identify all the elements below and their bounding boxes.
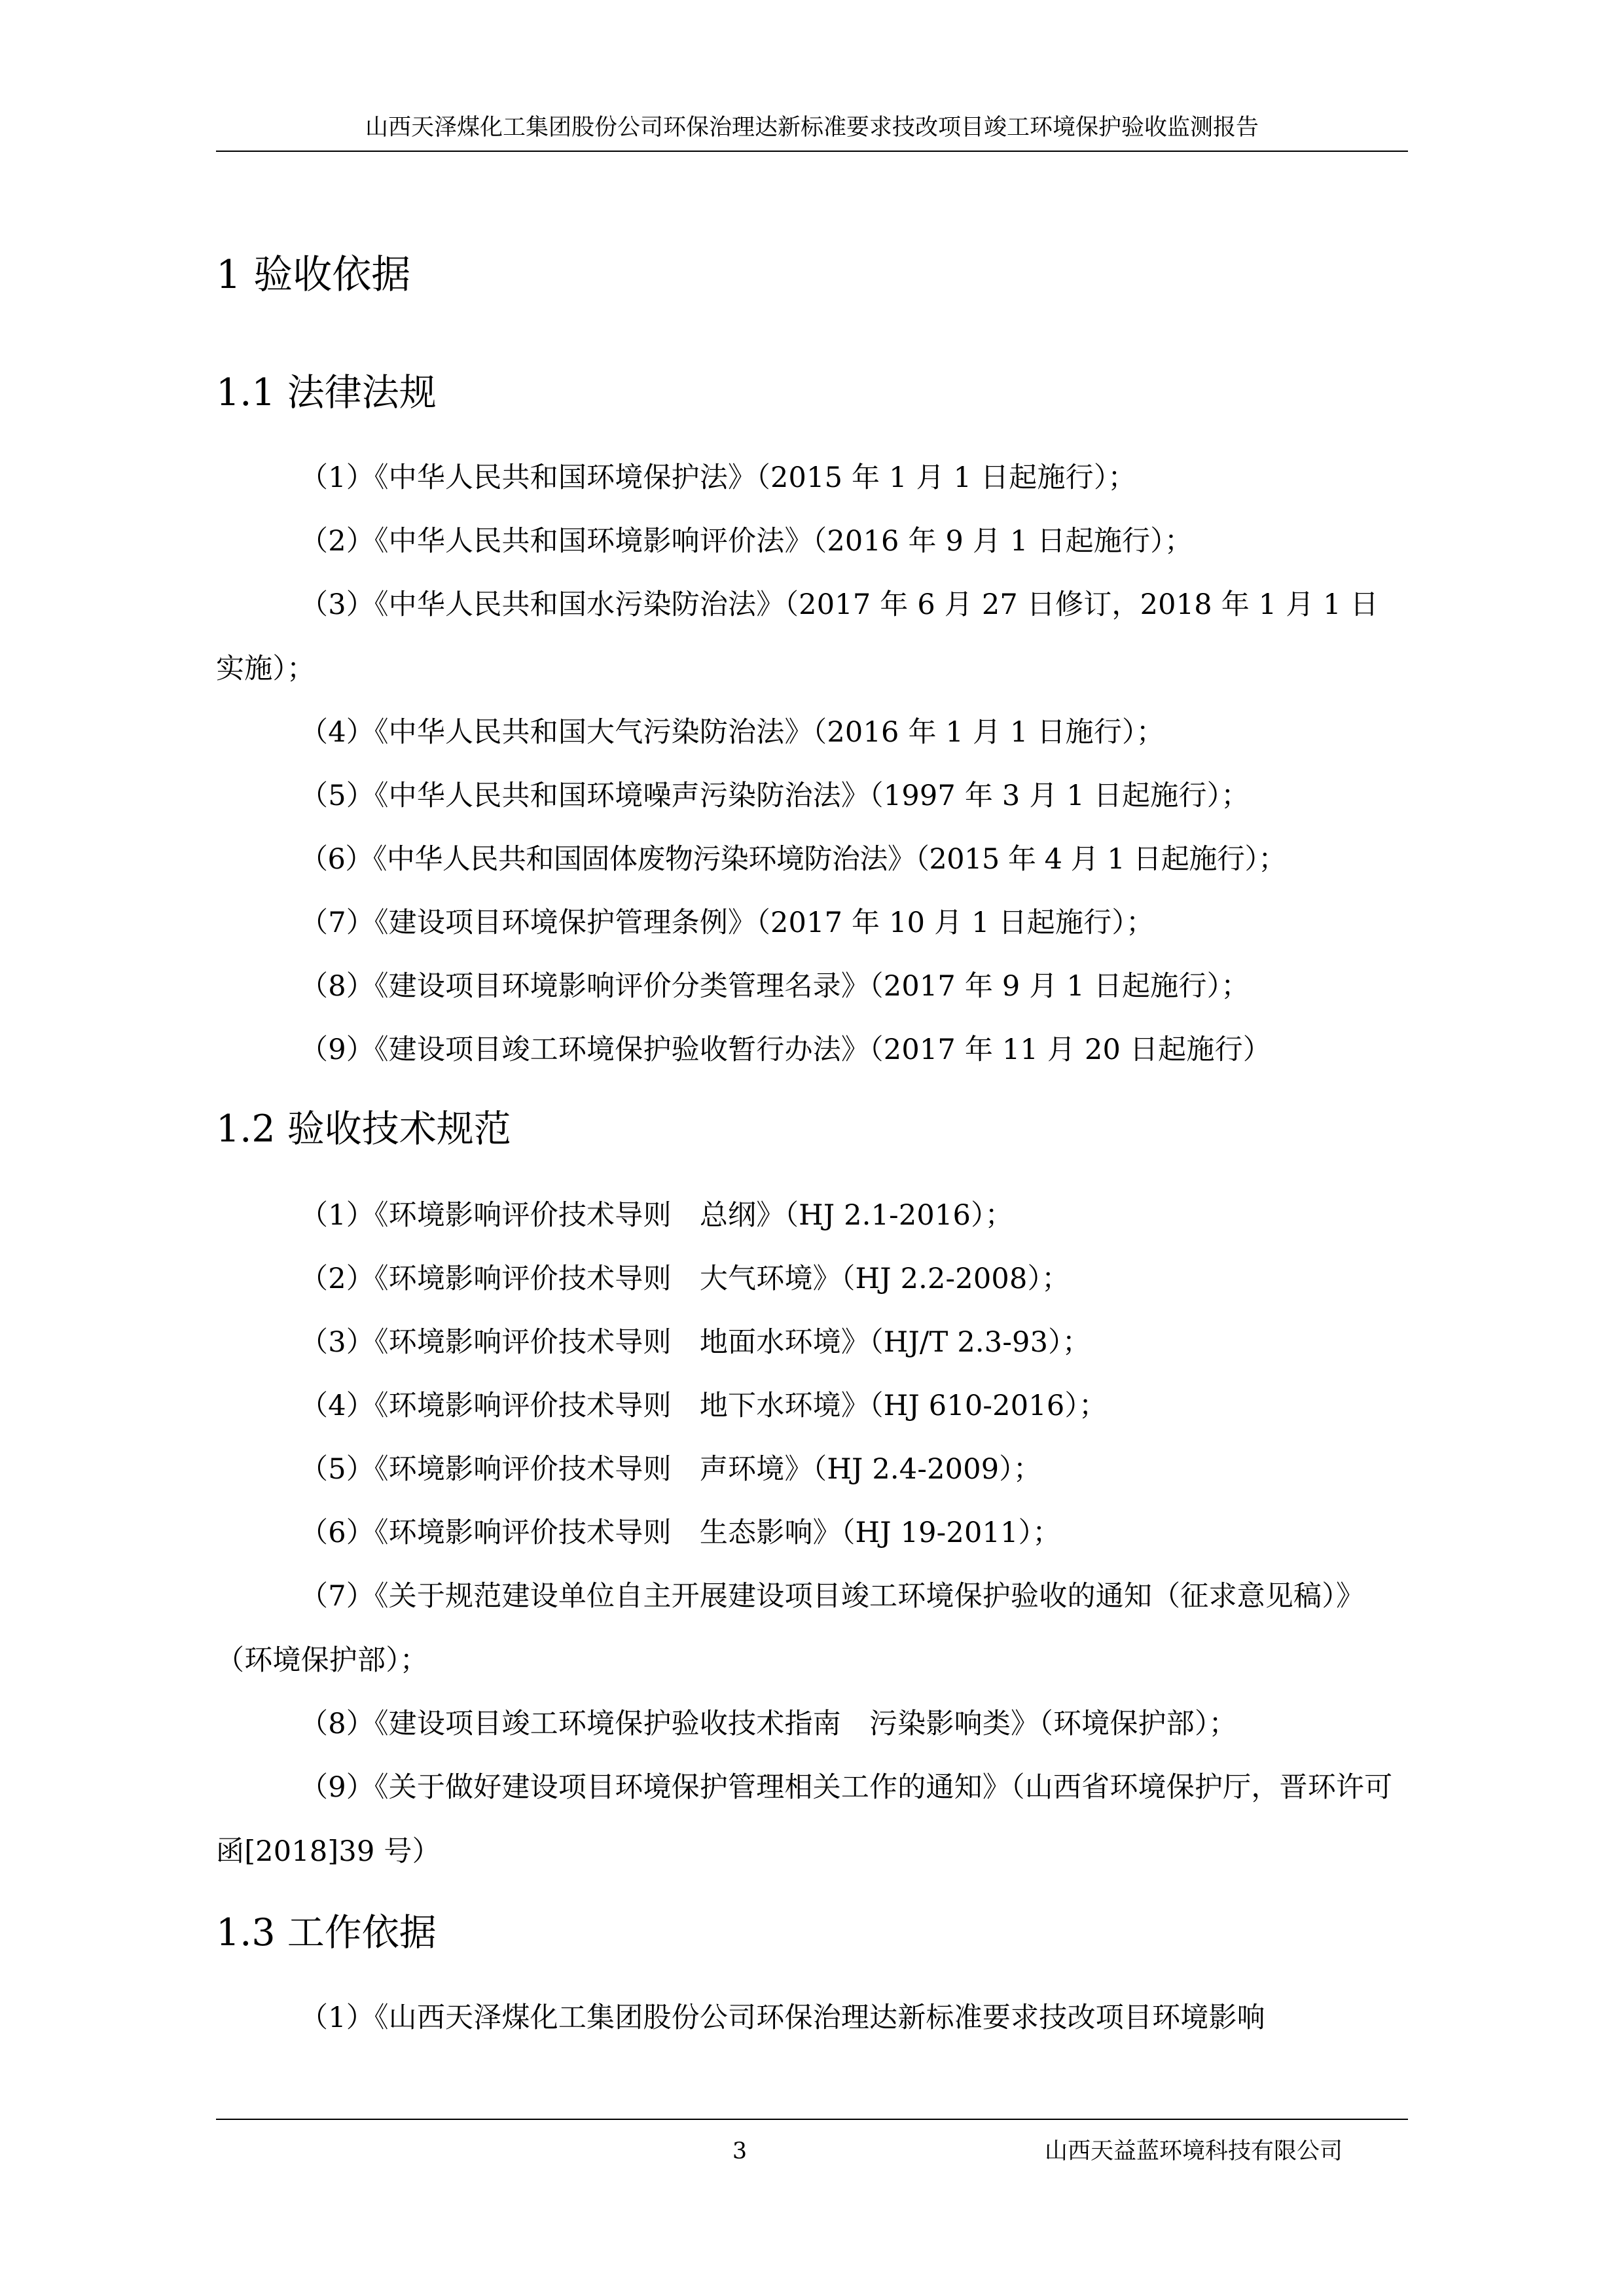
list-item: （6）《中华人民共和国固体废物污染环境防治法》（2015 年 4 月 1 日起施行）； (300, 843, 1286, 876)
list-item: （9）《关于做好建设项目环境保护管理相关工作的通知》（山西省环境保护厅，晋环许可函[2018]39 号） (216, 1771, 1393, 1868)
list-item: （4）《环境影响评价技术导则 地下水环境》（HJ 610-2016）； (300, 1390, 1108, 1422)
running-header: 山西天泽煤化工集团股份公司环保治理达新标准要求技改项目竣工环境保护验收监测报告 (365, 115, 1259, 141)
header-rule (216, 151, 1408, 152)
list-item: （3）《环境影响评价技术导则 地面水环境》（HJ/T 2.3-93）； (300, 1326, 1091, 1359)
list-item: （2）《环境影响评价技术导则 大气环境》（HJ 2.2-2008）； (300, 1263, 1070, 1295)
list-item: （6）《环境影响评价技术导则 生态影响》（HJ 19-2011）； (300, 1516, 1061, 1549)
section-title-1-2: 1.2 验收技术规范 (216, 1107, 511, 1151)
list-item: （2）《中华人民共和国环境影响评价法》（2016 年 9 月 1 日起施行）； (300, 525, 1193, 558)
list-item: （1）《山西天泽煤化工集团股份公司环保治理达新标准要求技改项目环境影响 (300, 2001, 1265, 2034)
footer-rule (216, 2119, 1408, 2120)
list-item: （8）《建设项目竣工环境保护验收技术指南 污染影响类》（环境保护部）； (300, 1708, 1237, 1740)
list-item: （8）《建设项目环境影响评价分类管理名录》（2017 年 9 月 1 日起施行）； (300, 970, 1250, 1003)
section-title-1-1: 1.1 法律法规 (216, 371, 437, 414)
list-item: （5）《中华人民共和国环境噪声污染防治法》（1997 年 3 月 1 日起施行）； (300, 780, 1250, 812)
list-item: （9）《建设项目竣工环境保护验收暂行办法》（2017 年 11 月 20 日起施行） (300, 1033, 1271, 1066)
section-title-1-3: 1.3 工作依据 (216, 1911, 437, 1954)
list-item: （7）《关于规范建设单位自主开展建设项目竣工环境保护验收的通知（征求意见稿）》（环境保护部）； (216, 1580, 1365, 1677)
list-item: （7）《建设项目环境保护管理条例》（2017 年 10 月 1 日起施行）； (300, 906, 1155, 939)
page-number: 3 (732, 2138, 748, 2164)
list-item: （5）《环境影响评价技术导则 声环境》（HJ 2.4-2009）； (300, 1453, 1042, 1486)
list-item: （3）《中华人民共和国水污染防治法》（2017 年 6 月 27 日修订，2018 年 1 月 1 日实施）； (216, 588, 1379, 685)
list-item: （1）《环境影响评价技术导则 总纲》（HJ 2.1-2016）； (300, 1199, 1014, 1232)
list-item: （1）《中华人民共和国环境保护法》（2015 年 1 月 1 日起施行）； (300, 461, 1136, 494)
footer-company: 山西天益蓝环境科技有限公司 (1044, 2138, 1343, 2164)
chapter-title: 1 验收依据 (216, 252, 411, 298)
list-item: （4）《中华人民共和国大气污染防治法》（2016 年 1 月 1 日施行）； (300, 716, 1164, 749)
